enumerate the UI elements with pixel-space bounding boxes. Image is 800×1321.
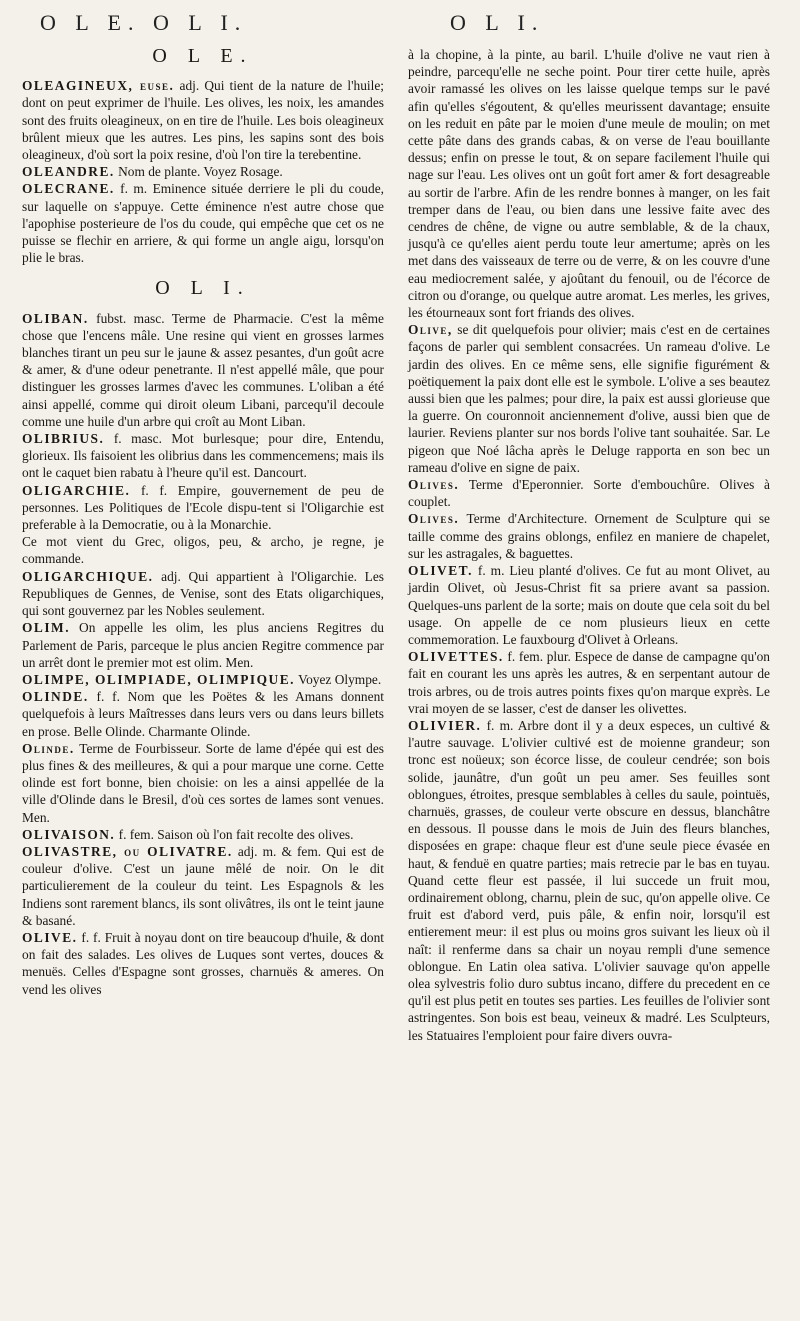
entry-text: f. f. Nom que les Poëtes & les Amans donnent quelquefois à leurs Maîtresses dans leurs vers ou dans leurs billets en prose. Belle Olinde. Charmante Olinde.: [22, 689, 384, 739]
entries-oli: [22, 310, 384, 998]
entry-headword: OLIBAN.: [22, 310, 89, 326]
entry-text: f. m. Eminence située derriere le pli du coude, sur laquelle on s'appuye. Cette éminence n'est autre chose que l'apophise posterieure de l'os du coude, qui empêche que cet os ne puisse se flechir en arriere, & qui forme un angle aigu, lorsqu'on plie le bras.: [22, 181, 384, 266]
dictionary-entry: [408, 476, 770, 510]
dictionary-entry: [22, 929, 384, 998]
entry-headword: Olive,: [408, 322, 453, 338]
entries-right: [408, 46, 770, 1044]
entry-text: f. m. Lieu planté d'olives. Ce fut au mont Olivet, au jardin Olivet, où Jesus-Christ fit sa priere avant sa passion. Quelques-uns parlent de la sorte; mais on doute que cela soit du bel usage. On appelle de ce nom plusieurs lieux en cette commemoration. Le fauxbourg d'Olivet à Orleans.: [408, 563, 770, 647]
dictionary-entry: [22, 671, 384, 688]
dictionary-entry: [22, 163, 384, 180]
entry-text: Voyez Olympe.: [298, 671, 382, 687]
entry-text: f. m. Arbre dont il y a deux especes, un cultivé & l'autre sauvage. L'olivier cultivé est de moienne grandeur; son tronc est noüeux; son écorce lisse, de couleur cendrée; son bois solide, jaunâtre, d'un goût un peu amer. Ses feuilles sont oblongues, étroites, presque semblables à celles du saule, pointuës, charnuës, grasses, de couleur verte obscure en dessus, blanchâtre en dessous. Il pousse dans le mois de Juin des fleurs blanches, disposées en grape: chaque fleur est d'une seule piece évasée en haut, & fenduë en quatre parties; mais retrecie par le bas en tuyau. Quand cette fleur est passée, il lui succede un fruit mou, ordinairement oblong, charnu, plein de suc, qu'on appelle olive. Ce fruit est d'abord verd, puis pâle, & enfin noir, lorsqu'il est entierement meur: il est plus ou moins gros suivant les lieux où il naît: il renferme dans sa chair un noyau rempli d'une semence oblongue. En Latin olea sativa. L'olivier sauvage qu'on appelle olea sylvestris folio duro subtus incano, differe du precedent en ce qu'il est plus petit en toutes ses parties. Les feuilles de l'olivier sont astringentes. Son bois est beau, veineux & madré. Les Sculpteurs, les Statuaires l'emploient pour faire divers ouvra-: [408, 717, 770, 1043]
right-column: [408, 46, 770, 1044]
dictionary-entry: [408, 321, 770, 476]
entry-headword: OLECRANE.: [22, 181, 115, 197]
entry-text: f. masc. Mot burlesque; pour dire, Entendu, glorieux. Ils faisoient les olibrius dans les commencemens; mais ils ont le caquet bien rabatu à l'heure qu'il est. Dancourt.: [22, 431, 384, 481]
entry-text: f. fem. plur. Espece de danse de campagne qu'on fait en courant les uns après les autres, & en serpentant autour de trois arbres, ou de trois autres points fixes qu'on marque exprès. Le vrai moyen de se lasser, c'est de danser les olivettes.: [408, 649, 770, 716]
entry-text: f. f. Fruit à noyau dont on tire beaucoup d'huile, & dont on fait des salades. Les olives de Luques sont vertes, douces & menuës. Celles d'Espagne sont grosses, charnuës & ameres. On vend les olives: [22, 929, 384, 997]
dictionary-entry: [22, 843, 384, 929]
dictionary-entry: [408, 562, 770, 648]
dictionary-entry: [22, 482, 384, 534]
entry-text: adj. Qui tient de la nature de l'huile; dont on peut exprimer de l'huile. Les olives, les noix, les amandes sont des fruits oleagineux, on en tire de l'huile. Les bois oleagineux brûlent mieux que les autres. Les pins, les sapins sont des bois oleagineux, d'où sort la poix resine, d'où l'on tire la terebentine.: [22, 78, 384, 163]
entry-headword: OLIMPE, OLIMPIADE, OLIMPIQUE.: [22, 671, 296, 687]
dictionary-entry: [22, 310, 384, 430]
entry-headword: OLIBRIUS.: [22, 431, 105, 447]
entry-headword: OLIVET.: [408, 563, 473, 579]
entry-headword: OLIGARCHIQUE.: [22, 568, 154, 584]
entry-text: fubst. masc. Terme de Pharmacie. C'est la même chose que l'encens mâle. Une resine qui vient en grosses larmes blanches tirant un peu sur le jaune & assez pesantes, d'un goût acre & amer, & d'une odeur penetrante. Il n'est appellé mâle, que pour distinguer les grosses larmes d'avec les communes. L'oliban a été ainsi appellé, comme qui diroit oleum Libani, parcequ'il decoule comme une huile d'un arbre qui croît au Mont Liban.: [22, 310, 384, 429]
entry-headword: Olives.: [408, 477, 460, 493]
entry-text: Nom de plante. Voyez Rosage.: [118, 164, 283, 180]
entry-headword: OLIM.: [22, 620, 71, 636]
entry-text: f. fem. Saison où l'on fait recolte des olives.: [118, 826, 354, 842]
entry-text: Ce mot vient du Grec, oligos, peu, & archo, je regne, je commande.: [22, 534, 384, 567]
entry-headword: OLINDE.: [22, 689, 89, 705]
entry-headword: OLIVAISON.: [22, 826, 116, 842]
section-head-oli: O L I.: [155, 277, 251, 300]
dictionary-entry: [22, 77, 384, 163]
entries-ole: [22, 77, 384, 266]
entry-headword: OLIGARCHIE.: [22, 482, 131, 498]
dictionary-entry: [22, 688, 384, 740]
dictionary-entry: [408, 46, 770, 321]
dictionary-entry: [22, 619, 384, 671]
dictionary-entry: [22, 568, 384, 620]
entry-headword: OLIVASTRE, ou OLIVATRE.: [22, 843, 233, 859]
entry-text: On appelle les olim, les plus anciens Regitres du Parlement de Paris, parceque le plus ancien Regitre commence par un arrêt dont le premier mot est olim. Men.: [22, 620, 384, 670]
entry-text: Terme d'Eperonnier. Sorte d'embouchûre. Olives à couplet.: [408, 477, 770, 510]
entry-headword: OLIVE.: [22, 929, 78, 945]
section-head-ole: O L E.: [152, 45, 254, 67]
entry-text: adj. m. & fem. Qui est de couleur d'olive. C'est un jaune mêlé de noir. On le dit particulierement de la couleur du teint. Les Espagnols & les Indiens sont rarement blancs, ils sont olivâtres, ils ont le teint jaune & basané.: [22, 843, 384, 928]
running-head-left: O L E. O L I.: [40, 10, 248, 35]
dictionary-entry: [408, 717, 770, 1044]
entry-headword: Olives.: [408, 511, 460, 527]
entry-headword: OLEANDRE.: [22, 164, 115, 180]
dictionary-entry: [408, 648, 770, 717]
entry-text: se dit quelquefois pour olivier; mais c'est en de certaines façons de parler qui semblent consacrées. Un rameau d'olive. Le jardin des olives. En ce même sens, elle signifie figurément & poëtiquement la paix dont elle est le symbole. L'olive a ses beautez aussi bien que les palmes; pour dire, la paix est aussi glorieuse que la guerre. On couronnoit anciennement d'olive, aussi bien que de laurier. Reviens planter sur nos bords l'olive tant souhaitée. Sar. Le pigeon que Noé lâcha après le Deluge rapporta en son bec un rameau d'olive en signe de paix.: [408, 322, 770, 475]
dictionary-entry: [22, 826, 384, 843]
dictionary-entry: [408, 510, 770, 562]
entry-text: Terme d'Architecture. Ornement de Sculpture qui se taille comme des grains oblongs, enfilez en maniere de chapelet, sur les astragales, & baguettes.: [408, 511, 771, 561]
entry-headword: Olinde.: [22, 740, 75, 756]
dictionary-entry: [22, 740, 384, 826]
entry-text: Terme de Fourbisseur. Sorte de lame d'épée qui est des plus fines & des meilleures, & qui a pour marque une corne. Cette olinde est fort bonne, bien choisie: on les a ainsi appellée de la ville d'Olinde dans le Bresil, d'où ces sortes de lames sont venues. Men.: [22, 740, 384, 825]
dictionary-entry: [22, 430, 384, 482]
entry-text: adj. Qui appartient à l'Oligarchie. Les Republiques de Gennes, de Venise, sont des Etats oligarchiques, qui sont gouvernez par les Nobles seulement.: [22, 568, 384, 619]
entry-headword: OLIVETTES.: [408, 649, 504, 665]
entry-headword: OLEAGINEUX, euse.: [22, 78, 175, 94]
entry-text: f. f. Empire, gouvernement de peu de personnes. Les Politiques de l'Ecole dispu-tent si l'Oligarchie est preferable à la Democratie, ou à la Monarchie.: [22, 482, 384, 533]
left-column: [22, 45, 384, 998]
entry-text: à la chopine, à la pinte, au baril. L'huile d'olive ne vaut rien à peindre, parcequ'elle ne seche point. Pour tirer cette huile, après avoir ramassé les olives on les laisse quelque temps sur le pavé afin qu'elles s'égoutent, & qu'elles meurissent davantage; ensuite on les reduit en pâte par le moien d'une meule de moulin; on met cette pâte dans des grands cabas, & on verse de l'eau bouillante dessus; enfin on presse le tout, & on separe facilement l'huile qui nage sur l'eau. Les olives ont un goût fort amer & fort desagreable au sortir de l'arbre. Afin de les rendre bonnes à manger, on les fait tremper dans de l'eau, ou bien dans une lessive faite avec des cendres de chêne, de vigne ou autre semblable, & de la chaux, jusqu'à ce qu'elles aient perdu toute leur amertume; après on les met dans des vaisseaux de terre ou de verre, & on les couvre d'une eau mediocrement salée, y ajoûtant du fenouil, ou de l'écorce de citron ou d'orange, ou quelque autre aromat. Les merles, les grives, les étourneaux sont fort friands des olives.: [408, 47, 770, 321]
running-head-right: O L I.: [450, 10, 545, 35]
dictionary-entry: [22, 533, 384, 567]
entry-headword: OLIVIER.: [408, 717, 482, 733]
dictionary-entry: [22, 180, 384, 266]
